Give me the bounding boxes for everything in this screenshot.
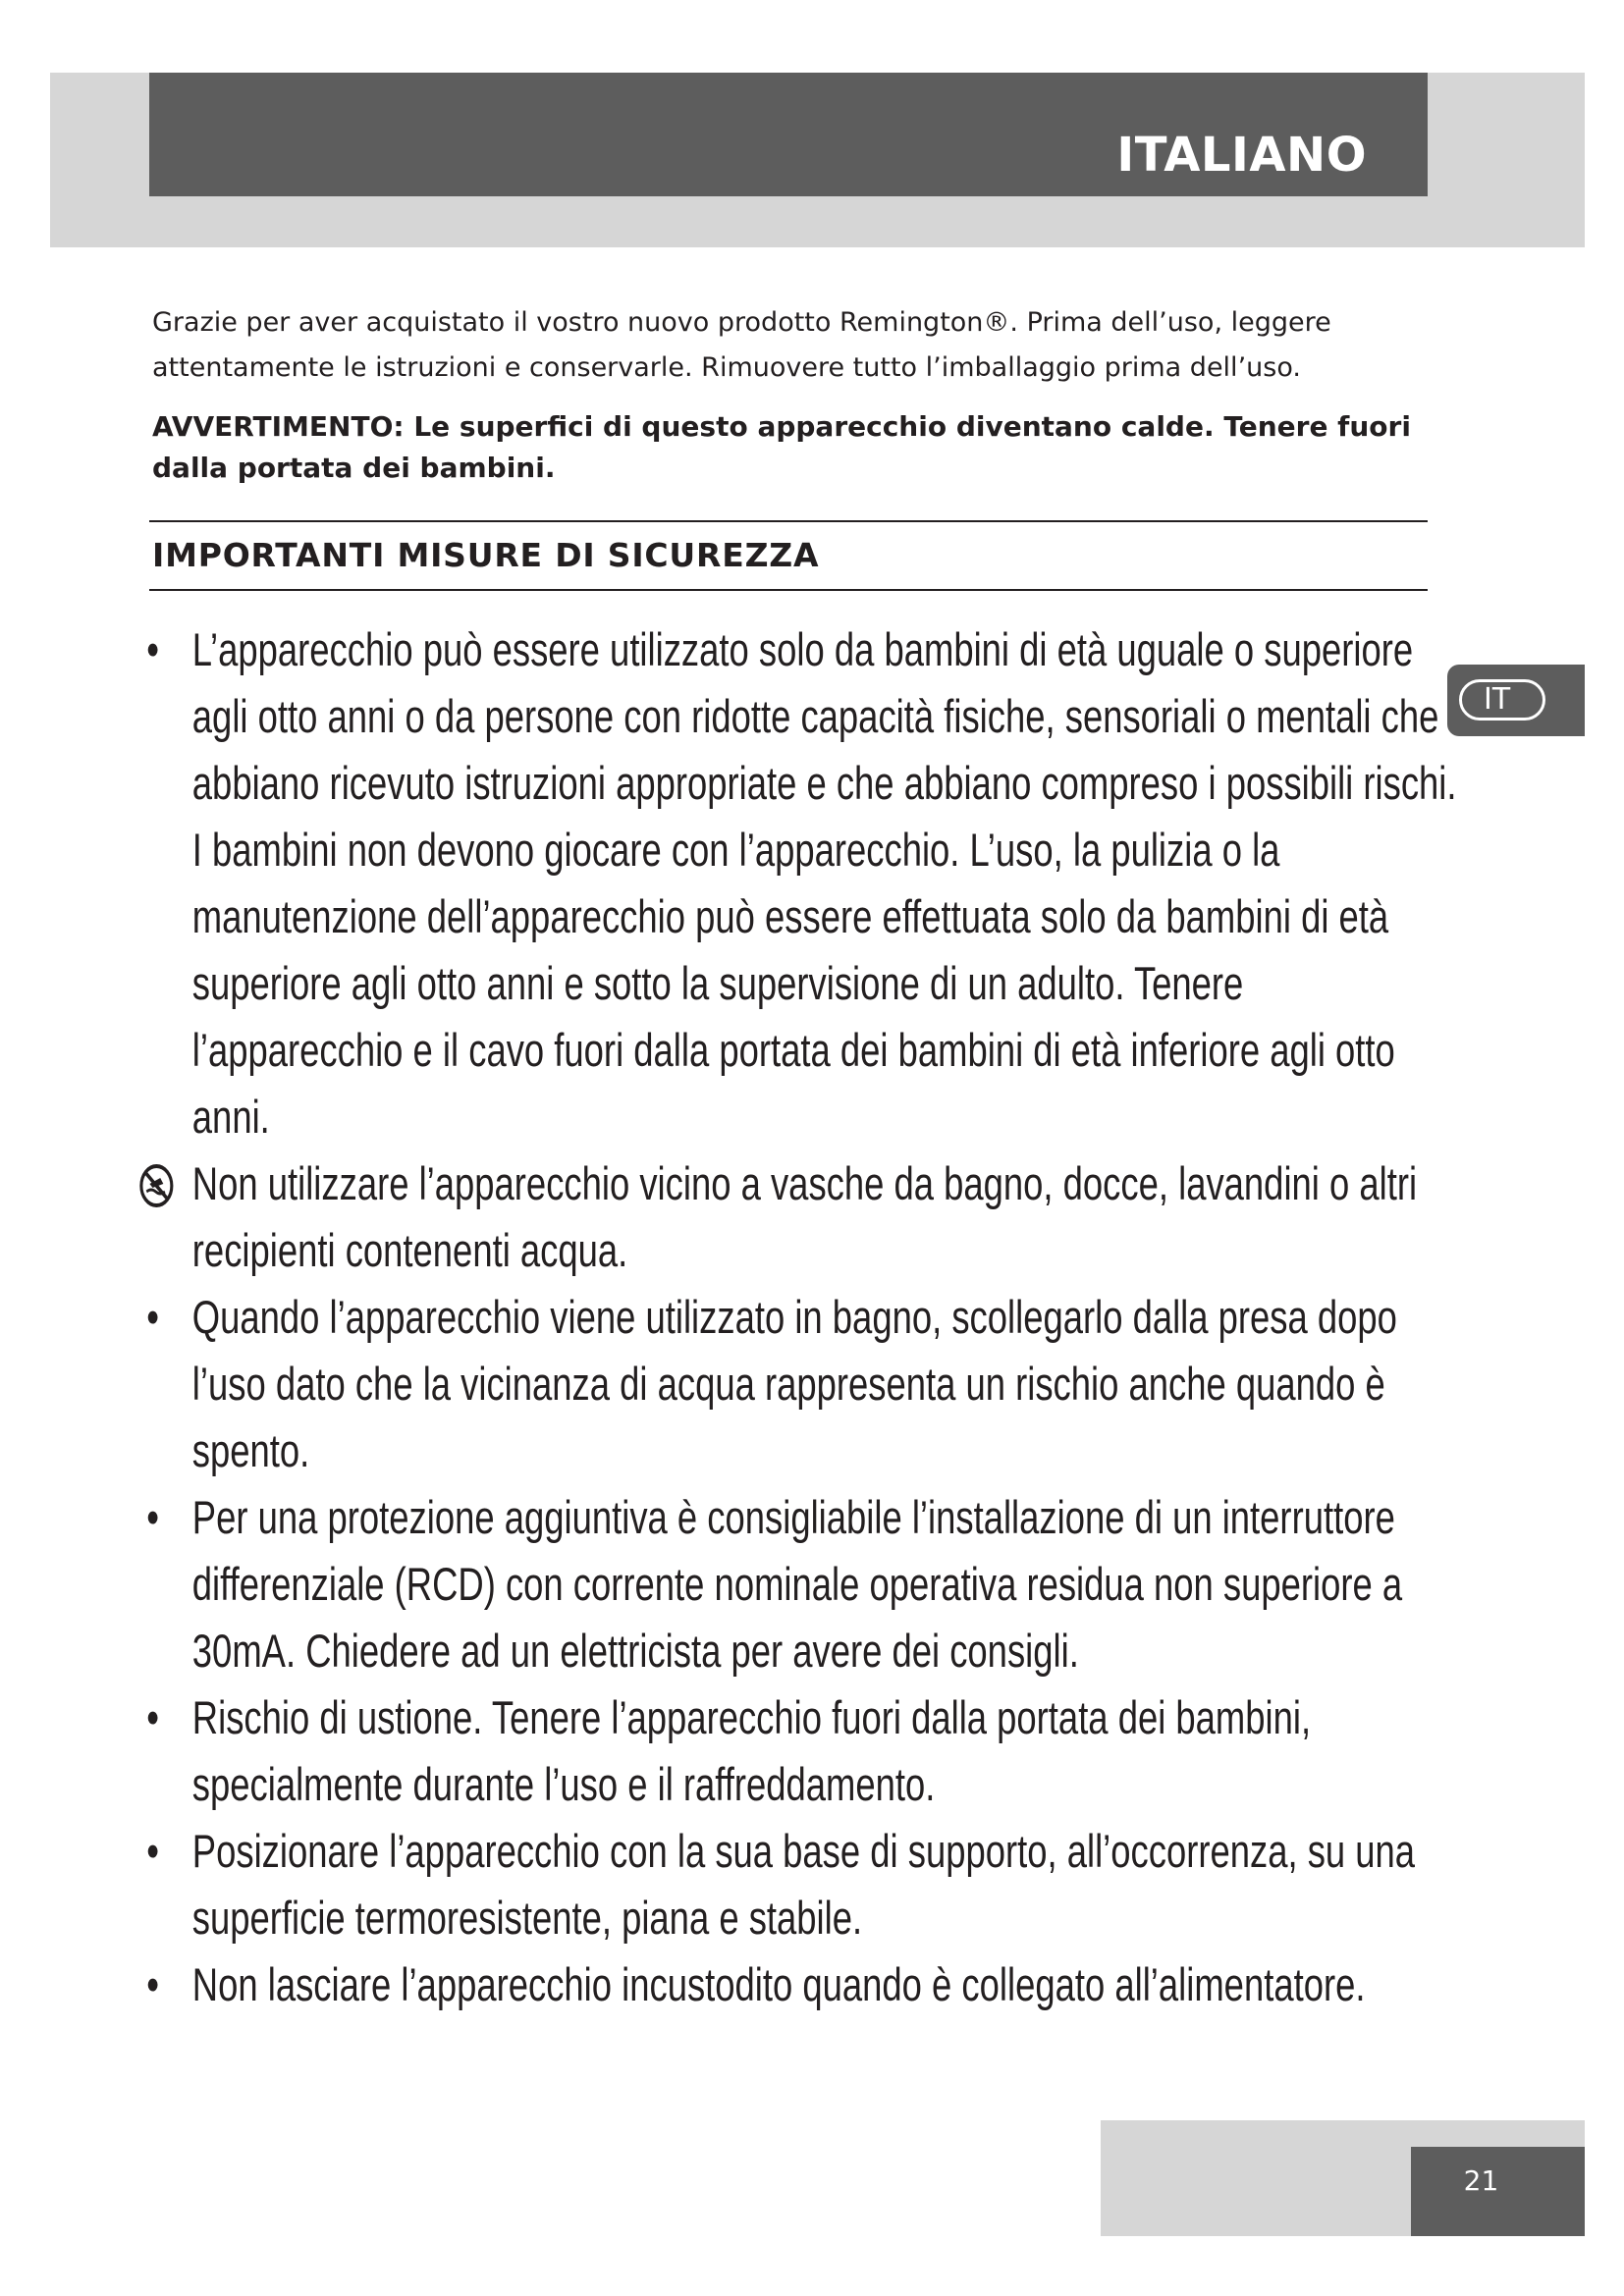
bullet: •: [146, 1491, 160, 1543]
safety-item-text: L’apparecchio può essere utilizzato solo da bambini di età uguale o superiore agli otto anni o da persone con ridotte capacità fisiche, sensoriali o mentali che abbiano ricevuto istruzioni appropriate e che abbiano compreso i possibili rischi. I bambini non devono giocare con l’apparecchio. L’uso, la pulizia o la manutenzione dell’apparecchio può essere effettuata solo da bambini di età superiore agli otto anni e sotto la supervisione di un adulto. Tenere l’apparecchio e il cavo fuori dalla portata dei bambini di età inferiore agli otto anni.: [191, 623, 1457, 1143]
language-tab: [1447, 665, 1585, 736]
safety-item-text: Per una protezione aggiuntiva è consigliabile l’installazione di un interruttore differenziale (RCD) con corrente nominale operativa residua non superiore a 30mA. Chiedere ad un elettricista per avere dei consigli.: [191, 1491, 1403, 1677]
safety-item: [137, 1484, 1463, 1684]
safety-item: [137, 1951, 1463, 2018]
safety-item-text: Rischio di ustione. Tenere l’apparecchio fuori dalla portata dei bambini, specialmente durante l’uso e il raffreddamento.: [191, 1691, 1312, 1810]
safety-item: [137, 1150, 1463, 1284]
warning-paragraph: AVVERTIMENTO: Le superfici di questo apparecchio diventano calde. Tenere fuori dalla portata dei bambini.: [152, 410, 1411, 484]
safety-list: [137, 616, 1463, 2018]
section-rule-bottom: [149, 589, 1428, 591]
safety-item-text: Quando l’apparecchio viene utilizzato in bagno, scollegarlo dalla presa dopo l’uso dato che la vicinanza di acqua rappresenta un rischio anche quando è spento.: [191, 1291, 1397, 1476]
safety-item: [137, 1818, 1463, 1951]
bullet: •: [146, 1291, 160, 1343]
page-number: 21: [1463, 2164, 1499, 2197]
safety-item-text: Non utilizzare l’apparecchio vicino a vasche da bagno, docce, lavandini o altri recipienti contenenti acqua.: [191, 1157, 1418, 1276]
bullet: •: [146, 1825, 160, 1877]
language-tab-label: IT: [1459, 679, 1545, 721]
footer-bar: [1411, 2147, 1585, 2236]
header-bar: [149, 73, 1428, 196]
safety-item-text: Non lasciare l’apparecchio incustodito quando è collegato all’alimentatore.: [191, 1958, 1366, 2010]
section-rule-top: [149, 520, 1428, 522]
section-heading: IMPORTANTI MISURE DI SICUREZZA: [152, 536, 820, 574]
no-water-icon: [137, 1162, 176, 1209]
page-language-title: ITALIANO: [1116, 128, 1367, 183]
bullet: •: [146, 1691, 160, 1743]
safety-item: [137, 1284, 1463, 1484]
intro-paragraph: Grazie per aver acquistato il vostro nuovo prodotto Remington®. Prima dell’uso, leggere attentamente le istruzioni e conservarle. Rimuovere tutto l’imballaggio prima dell’uso.: [152, 307, 1331, 383]
bullet: •: [146, 623, 160, 675]
bullet: •: [146, 1958, 160, 2010]
safety-item-text: Posizionare l’apparecchio con la sua base di supporto, all’occorrenza, su una superficie termoresistente, piana e stabile.: [191, 1825, 1416, 1944]
safety-item: [137, 1684, 1463, 1818]
safety-item: [137, 616, 1463, 1150]
